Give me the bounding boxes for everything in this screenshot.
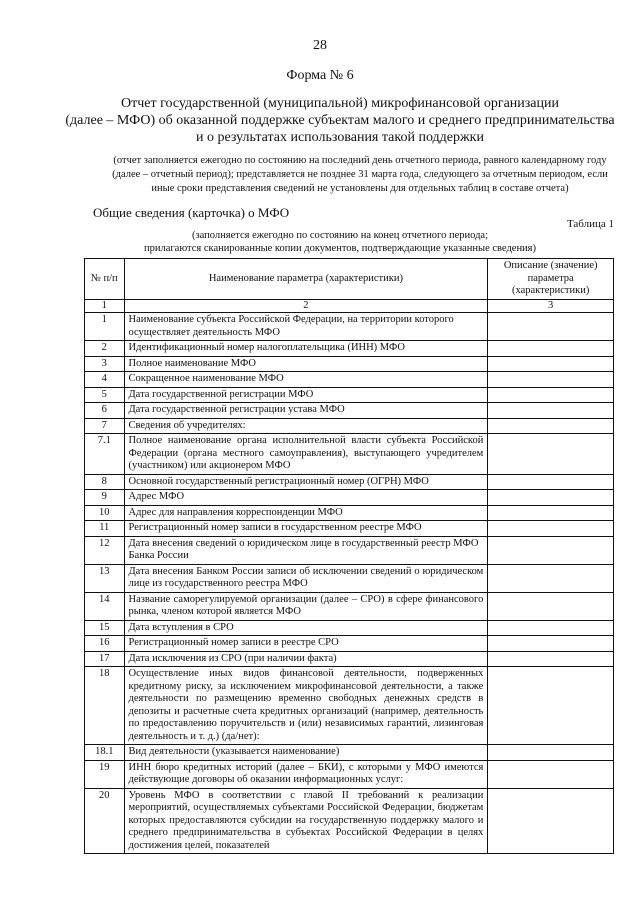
row-parameter-name: Адрес МФО xyxy=(124,490,488,506)
table-row xyxy=(85,636,614,652)
row-parameter-name: ИНН бюро кредитных историй (далее – БКИ), с которыми у МФО имеются действующие договоры об оказании информационных услуг: xyxy=(124,760,488,788)
table-row xyxy=(85,592,614,620)
row-parameter-name: Вид деятельности (указывается наименование) xyxy=(124,745,488,761)
row-parameter-name: Сокращенное наименование МФО xyxy=(124,372,488,388)
table-row xyxy=(85,490,614,506)
report-title-line: и о результатах использования такой поддержки xyxy=(196,130,484,145)
row-number: 6 xyxy=(85,403,125,419)
table-row xyxy=(85,434,614,475)
row-number: 5 xyxy=(85,387,125,403)
table-row xyxy=(85,356,614,372)
row-value-cell[interactable] xyxy=(488,667,614,745)
table-row xyxy=(85,521,614,537)
table-row xyxy=(85,403,614,419)
row-parameter-name: Дата внесения Банком России записи об исключении сведений о юридическом лице из государственного реестра МФО xyxy=(124,564,488,592)
row-value-cell[interactable] xyxy=(488,403,614,419)
table-label: Таблица 1 xyxy=(566,218,614,230)
row-value-cell[interactable] xyxy=(488,341,614,357)
parameters-table xyxy=(84,258,614,854)
row-value-cell[interactable] xyxy=(488,760,614,788)
row-parameter-name: Полное наименование МФО xyxy=(124,356,488,372)
index-cell: 2 xyxy=(124,299,488,313)
table-row xyxy=(85,788,614,854)
report-note-line: (отчет заполняется ежегодно по состоянию на последний день отчетного периода, равного календарному году xyxy=(113,155,607,166)
row-value-cell[interactable] xyxy=(488,636,614,652)
row-parameter-name: Адрес для направления корреспонденции МФО xyxy=(124,505,488,521)
table-row xyxy=(85,418,614,434)
row-value-cell[interactable] xyxy=(488,788,614,854)
row-value-cell[interactable] xyxy=(488,536,614,564)
table-row xyxy=(85,564,614,592)
row-parameter-name: Осуществление иных видов финансовой деятельности, подверженных кредитному риску, за исключением микрофинансовой деятельности, а также деятельности по размещению временно свободных денежных средств в депозиты и расчетные счета кредитных организаций (например, деятельность по предоставлению поручительств и (или) независимых гарантий, лизинговая деятельность и т. д.) (да/нет): xyxy=(124,667,488,745)
row-value-cell[interactable] xyxy=(488,434,614,475)
table-row xyxy=(85,745,614,761)
table-row xyxy=(85,341,614,357)
row-number: 12 xyxy=(85,536,125,564)
row-number: 17 xyxy=(85,651,125,667)
row-number: 14 xyxy=(85,592,125,620)
table-row xyxy=(85,372,614,388)
row-number: 1 xyxy=(85,313,125,341)
table-row xyxy=(85,667,614,745)
table-header-row xyxy=(85,259,614,300)
table-row xyxy=(85,651,614,667)
table-note xyxy=(120,229,560,255)
report-note-line: (далее – отчетный период); представляется не позднее 31 марта года, следующего за отчетным периодом, если xyxy=(112,169,608,180)
row-value-cell[interactable] xyxy=(488,592,614,620)
row-number: 10 xyxy=(85,505,125,521)
row-parameter-name: Полное наименование органа исполнительной власти субъекта Российской Федерации (органа местного самоуправления), выступающего учредителем (участником) или акционером МФО xyxy=(124,434,488,475)
report-title-line: (далее – МФО) об оказанной поддержке субъектам малого и среднего предпринимательства xyxy=(65,113,615,128)
table-index-row xyxy=(85,299,614,313)
row-number: 13 xyxy=(85,564,125,592)
report-title-line: Отчет государственной (муниципальной) микрофинансовой организации xyxy=(120,96,559,111)
row-parameter-name: Дата вступления в СРО xyxy=(124,620,488,636)
table-note-line: (заполняется ежегодно по состоянию на конец отчетного периода; xyxy=(192,230,488,241)
row-number: 11 xyxy=(85,521,125,537)
row-number: 18.1 xyxy=(85,745,125,761)
index-cell: 3 xyxy=(488,299,614,313)
row-value-cell[interactable] xyxy=(488,620,614,636)
row-value-cell[interactable] xyxy=(488,505,614,521)
row-value-cell[interactable] xyxy=(488,490,614,506)
row-parameter-name: Идентификационный номер налогоплательщика (ИНН) МФО xyxy=(124,341,488,357)
row-number: 8 xyxy=(85,474,125,490)
index-cell: 1 xyxy=(85,299,125,313)
row-number: 16 xyxy=(85,636,125,652)
header-name: Наименование параметра (характеристики) xyxy=(124,259,488,300)
report-note-line: иные сроки представления сведений не установлены для отдельных таблиц в составе отчета) xyxy=(151,183,569,194)
table-row xyxy=(85,536,614,564)
table-row xyxy=(85,620,614,636)
table-row xyxy=(85,760,614,788)
section-title: Общие сведения (карточка) о МФО xyxy=(93,205,290,220)
page-number: 28 xyxy=(313,38,327,53)
row-number: 15 xyxy=(85,620,125,636)
row-number: 19 xyxy=(85,760,125,788)
header-num: № п/п xyxy=(85,259,125,300)
row-value-cell[interactable] xyxy=(488,651,614,667)
row-value-cell[interactable] xyxy=(488,313,614,341)
row-parameter-name: Дата исключения из СРО (при наличии факта) xyxy=(124,651,488,667)
row-value-cell[interactable] xyxy=(488,356,614,372)
row-number: 7 xyxy=(85,418,125,434)
table-body xyxy=(85,313,614,854)
row-parameter-name: Основной государственный регистрационный номер (ОГРН) МФО xyxy=(124,474,488,490)
row-number: 2 xyxy=(85,341,125,357)
row-number: 9 xyxy=(85,490,125,506)
row-value-cell[interactable] xyxy=(488,372,614,388)
row-number: 3 xyxy=(85,356,125,372)
report-note xyxy=(90,154,630,196)
table-row xyxy=(85,505,614,521)
table-row xyxy=(85,313,614,341)
row-parameter-name: Название саморегулируемой организации (далее – СРО) в сфере финансового рынка, членом которой является МФО xyxy=(124,592,488,620)
table-row xyxy=(85,474,614,490)
row-value-cell[interactable] xyxy=(488,521,614,537)
form-title: Форма № 6 xyxy=(286,68,354,83)
report-title xyxy=(60,95,620,146)
row-parameter-name: Дата внесения сведений о юридическом лице в государственный реестр МФО Банка России xyxy=(124,536,488,564)
row-number: 18 xyxy=(85,667,125,745)
row-parameter-name: Дата государственной регистрации МФО xyxy=(124,387,488,403)
row-parameter-name: Уровень МФО в соответствии с главой II требований к реализации мероприятий, осуществляемых субъектами Российской Федерации, бюджетам которых предоставляются субсидии на государственную поддержку малого и среднего предпринимательства в субъектах Российской Федерации в целях достижения целей, показателей xyxy=(124,788,488,854)
row-number: 7.1 xyxy=(85,434,125,475)
row-parameter-name: Наименование субъекта Российской Федерации, на территории которого осуществляет деятельность МФО xyxy=(124,313,488,341)
row-value-cell[interactable] xyxy=(488,745,614,761)
header-desc: Описание (значение) параметра (характеристики) xyxy=(488,259,614,300)
row-parameter-name: Регистрационный номер записи в реестре СРО xyxy=(124,636,488,652)
row-value-cell[interactable] xyxy=(488,387,614,403)
row-parameter-name: Регистрационный номер записи в государственном реестре МФО xyxy=(124,521,488,537)
table-row xyxy=(85,387,614,403)
row-parameter-name: Сведения об учредителях: xyxy=(124,418,488,434)
row-number: 20 xyxy=(85,788,125,854)
row-parameter-name: Дата государственной регистрации устава МФО xyxy=(124,403,488,419)
row-number: 4 xyxy=(85,372,125,388)
row-value-cell[interactable] xyxy=(488,564,614,592)
table-note-line: прилагаются сканированные копии документов, подтверждающие указанные сведения) xyxy=(143,243,537,254)
row-value-cell[interactable] xyxy=(488,474,614,490)
row-value-cell[interactable] xyxy=(488,418,614,434)
